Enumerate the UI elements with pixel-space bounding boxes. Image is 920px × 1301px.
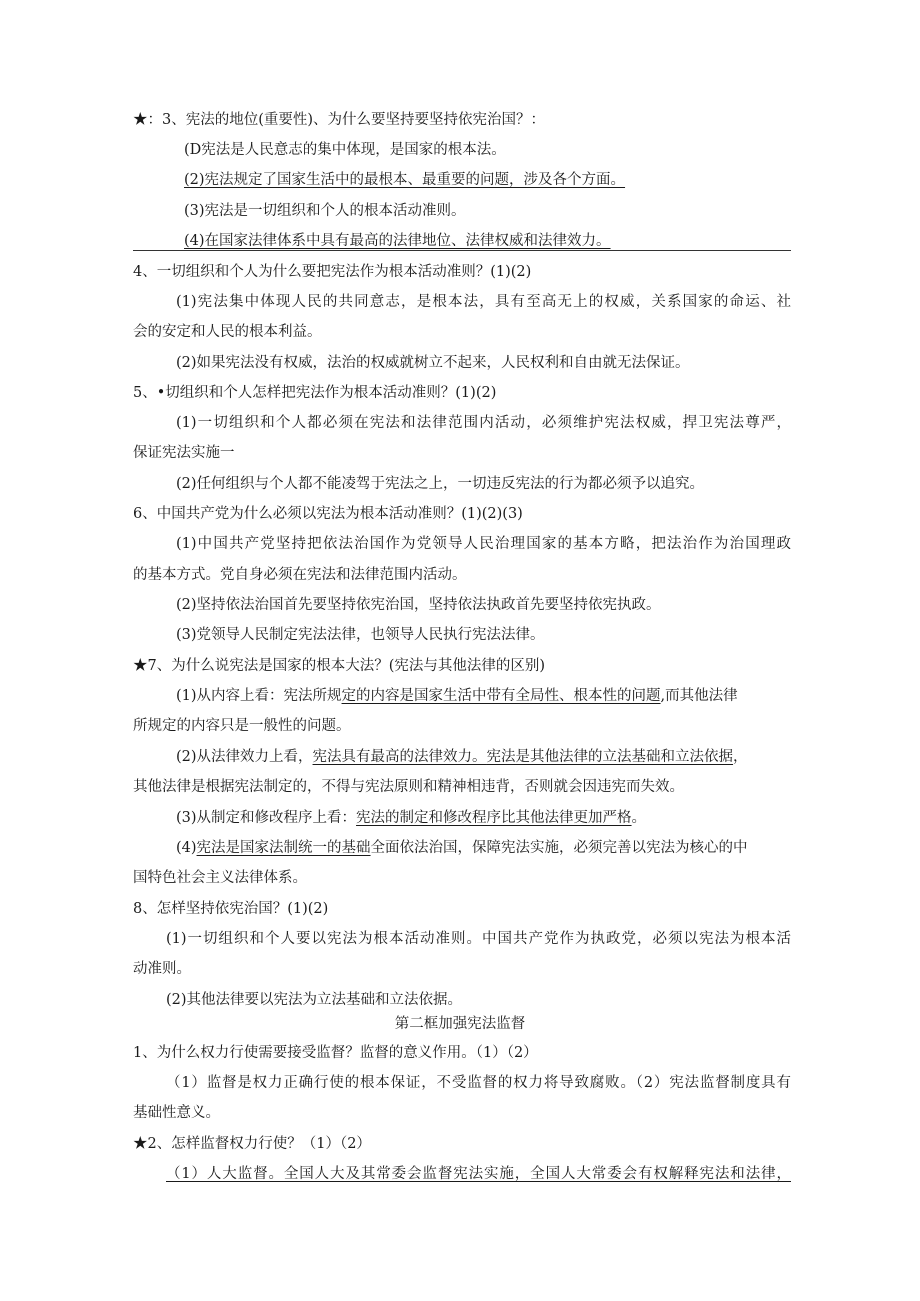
section-heading: 第二框加强宪法监督 [394,1016,526,1032]
q3-point-4: (4)在国家法律体系中具有最高的法律地位、法律权威和法律效力。 [184,233,611,249]
s2-q1-answer-line-1: （1）监督是权力正确行使的根本保证，不受监督的权力将导致腐败。（2）宪法监督制度具有 [166,1075,791,1091]
q5-title: 5、•切组织和个人怎样把宪法作为根本活动准则？(1)(2) [133,385,497,401]
q7-point-1-line-1 [176,686,738,706]
q7-point-3-pre: (3)从制定和修改程序上看： [176,810,357,826]
q3-point-3: (3)宪法是一切组织和个人的根本活动准则。 [184,203,466,219]
q7-point-4-underlined: 宪法是国家法制统一的基础 [196,840,371,856]
q3-point-1: (D宪法是人民意志的集中体现，是国家的根本法。 [184,142,506,158]
q7-point-3 [176,808,646,828]
q5-point-1-line-1: (1)一切组织和个人都必须在宪法和法律范围内活动，必须维护宪法权威，捍卫宪法尊严， [176,415,791,431]
q7-point-2-underlined-1: 宪法具有最高的法律效力。 [312,749,487,765]
q7-title: ★7、为什么说宪法是国家的根本大法？(宪法与其他法律的区别) [133,658,546,674]
q7-point-2-post: ， [733,749,748,765]
q6-point-3: (3)党领导人民制定宪法法律，也领导人民执行宪法法律。 [176,627,545,643]
q7-point-2-pre: (2)从法律效力上看， [176,749,313,765]
q8-point-1-line-2: 动准则。 [133,961,191,977]
q8-point-1-line-1: (1)一切组织和个人要以宪法为根本活动准则。中国共产党作为执政党，必须以宪法为根本活 [166,931,791,947]
q7-point-2-line-1 [176,747,748,767]
q6-point-2: (2)坚持依法治国首先要坚持依宪治国，坚持依法执政首先要坚持依宪执政。 [176,597,661,613]
q7-point-2-underlined-2: 宪法是其他法律的立法基础和立法依据 [486,749,734,765]
q7-point-4-line-2: 国特色社会主义法律体系。 [133,870,307,886]
s2-q1-title: 1、为什么权力行使需要接受监督？监督的意义作用。（1）（2） [133,1045,538,1061]
q7-point-1-pre: (1)从内容上看：宪法所规 [176,688,342,704]
q6-title: 6、中国共产党为什么必须以宪法为根本活动准则？(1)(2)(3) [133,506,523,522]
q8-title: 8、怎样坚持依宪治国？(1)(2) [133,901,329,917]
q7-point-4-pre: (4) [176,840,197,856]
q4-point-2: (2)如果宪法没有权威，法治的权威就树立不起来，人民权利和自由就无法保证。 [176,355,690,371]
q7-point-4-post: 全面依法治国，保障宪法实施，必须完善以宪法为核心的中 [370,840,748,856]
q5-point-1-line-2: 保证宪法实施一 [133,445,235,461]
q4-title: 4、一切组织和个人为什么要把宪法作为根本活动准则？(1)(2) [133,264,532,280]
s2-q2-title: ★2、怎样监督权力行使？（1）（2） [133,1136,371,1152]
q8-point-2: (2)其他法律要以宪法为立法基础和立法依据。 [166,992,463,1008]
q4-point-1-line-2: 会的安定和人民的根本利益。 [133,324,322,340]
q6-point-1-line-1: (1)中国共产党坚持把依法治国作为党领导人民治理国家的基本方略，把法治作为治国理政 [176,536,791,552]
q4-point-1-line-1: (1)宪法集中体现人民的共同意志，是根本法，具有至高无上的权威，关系国家的命运、社 [176,294,791,310]
q3-point-2: (2)宪法规定了国家生活中的最根本、最重要的问题，涉及各个方面。 [184,172,626,188]
q3-title: ★：3、宪法的地位(重要性)、为什么要坚持要坚持依宪治国？： [133,112,546,128]
q7-point-3-post: 。 [631,810,647,826]
s2-q2-answer-line-1: （1）人大监督。全国人大及其常委会监督宪法实施，全国人大常委会有权解释宪法和法律， [166,1166,791,1182]
section-divider [133,250,791,251]
q7-point-1-underlined: 定的内容是国家生活中带有全局性、根本性的问题 [341,688,661,704]
q7-point-4-line-1 [176,838,748,858]
s2-q1-answer-line-2: 基础性意义。 [133,1105,220,1121]
q7-point-2-line-2: 其他法律是根据宪法制定的，不得与宪法原则和精神相违背，否则就会因违宪而失效。 [133,779,684,795]
q7-point-1-line-2: 所规定的内容只是一般性的问题。 [133,718,351,734]
q7-point-1-post: ,而其他法律 [660,688,738,704]
q6-point-1-line-2: 的基本方式。党自身必须在宪法和法律范围内活动。 [133,567,467,583]
q5-point-2: (2)任何组织与个人都不能凌驾于宪法之上，一切违反宪法的行为都必须予以追究。 [176,476,705,492]
q7-point-3-underlined: 宪法的制定和修改程序比其他法律更加严格 [356,810,632,826]
